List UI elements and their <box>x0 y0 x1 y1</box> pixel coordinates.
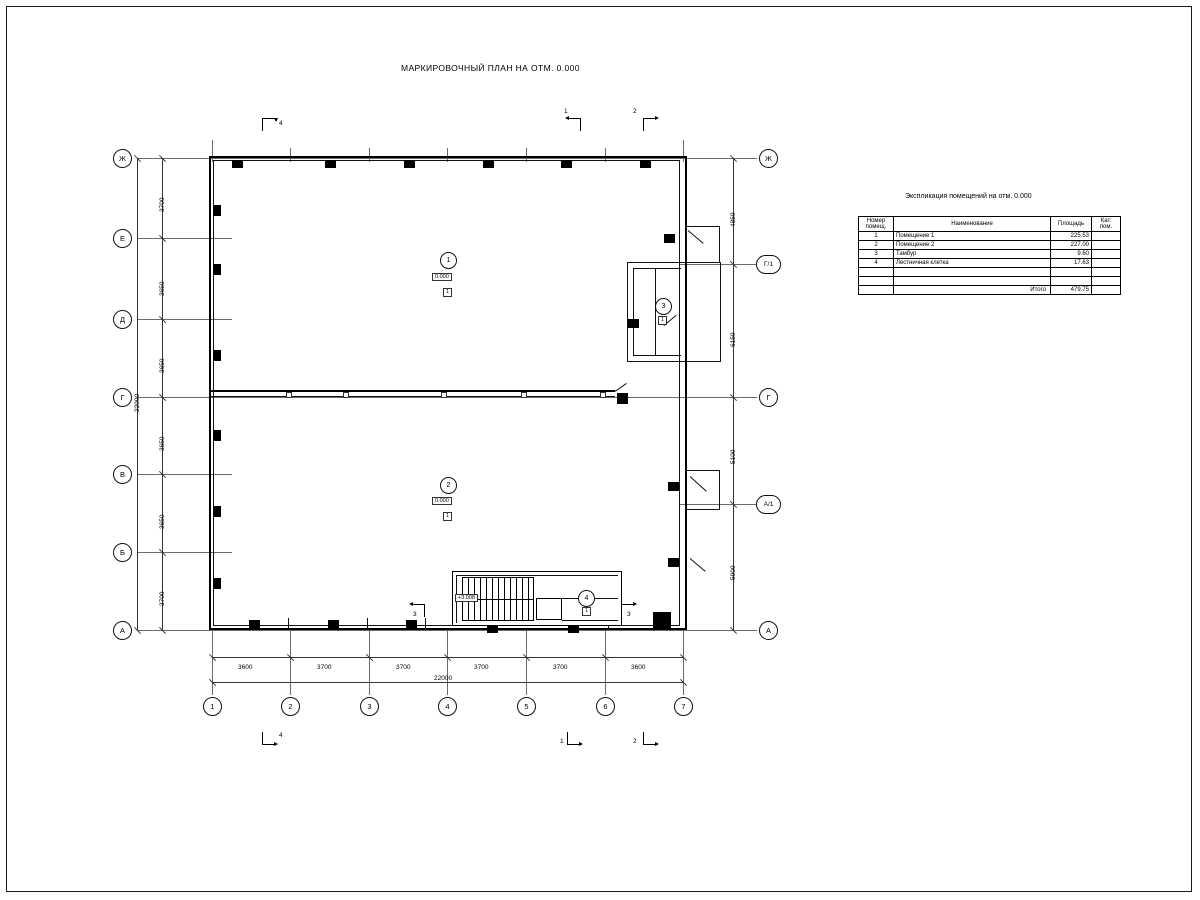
section-mark-top-mid-hline <box>567 118 581 119</box>
room-tag-4[interactable]: 4 <box>578 590 595 607</box>
stair-level-label: +3.008 <box>455 594 478 602</box>
axis-line-1 <box>212 630 213 695</box>
column-top-2 <box>325 160 336 168</box>
section-mark-bottom-left-arrow <box>274 742 278 746</box>
room-3-mark: 1 <box>658 316 667 325</box>
dim-right-2: 6150 <box>730 332 737 347</box>
partition-opening-5 <box>600 392 606 398</box>
table-row <box>859 232 1121 241</box>
room-2-mark: 1 <box>443 512 452 521</box>
axis-bubble-left-zh[interactable]: Ж <box>113 149 132 168</box>
table-total-row <box>859 286 1121 295</box>
exterior-wall-bottom <box>209 628 687 630</box>
axis-line-g1 <box>680 264 757 265</box>
cell-area <box>1051 277 1092 286</box>
dim-left-5: 3650 <box>159 514 166 529</box>
section-mark-plan-left-label: 3 <box>413 611 417 618</box>
cell-area: 225.53 <box>1051 232 1092 241</box>
cell-area: 227.00 <box>1051 241 1092 250</box>
cell-area: 9.60 <box>1051 250 1092 259</box>
cell-cat <box>1092 232 1121 241</box>
dim-chain-right <box>733 158 734 630</box>
sheet-border <box>6 6 1192 892</box>
axis-bubble-bottom-5[interactable]: 5 <box>517 697 536 716</box>
column-left-5 <box>213 506 221 517</box>
column-right-2 <box>628 319 639 328</box>
room-tag-3[interactable]: 3 <box>655 298 672 315</box>
axis-line-7 <box>683 630 684 695</box>
table-row <box>859 241 1121 250</box>
column-left-2 <box>213 264 221 275</box>
cell-cat <box>1092 277 1121 286</box>
axis-bubble-right-g[interactable]: Г <box>759 388 778 407</box>
tambour-inner-partition <box>655 268 656 356</box>
cell-name <box>894 268 1051 277</box>
section-mark-plan-left-arrow <box>409 602 413 606</box>
header-name: Наименование <box>894 217 1051 232</box>
entrance-top-jamb2 <box>719 226 720 263</box>
section-mark-bottom-right-label: 2 <box>633 738 637 745</box>
section-mark-bottom-mid-label: 1 <box>560 738 564 745</box>
dim-left-1: 3700 <box>159 197 166 212</box>
stair-landing <box>536 598 562 620</box>
entrance-mid-sill <box>686 509 720 510</box>
header-area: Площадь <box>1051 217 1092 232</box>
dim-right-3: 5100 <box>730 449 737 464</box>
dim-bottom-3: 3700 <box>396 664 411 671</box>
total-cat <box>1092 286 1121 295</box>
exterior-wall-top <box>209 156 687 158</box>
total-value: 479.75 <box>1051 286 1092 295</box>
section-mark-plan-right-vline <box>621 604 622 617</box>
tambour-wall-bottom <box>627 361 721 362</box>
section-mark-top-right-label: 2 <box>633 108 637 115</box>
section-mark-top-left-vline <box>262 118 263 131</box>
column-right-1 <box>664 234 675 243</box>
wall-tick-bottom-2 <box>367 618 368 630</box>
section-mark-top-mid-arrow <box>565 116 569 120</box>
axis-bubble-left-g[interactable]: Г <box>113 388 132 407</box>
section-mark-plan-left-vline <box>424 604 425 617</box>
dim-left-4: 3650 <box>159 436 166 451</box>
column-bottom-4 <box>487 625 498 633</box>
axis-line-4 <box>447 630 448 695</box>
explication-title: Экспликация помещений на отм. 0.000 <box>905 193 1032 200</box>
dim-bottom-4: 3700 <box>474 664 489 671</box>
cell-name: Лестничная клетка <box>894 259 1051 268</box>
section-mark-bottom-right-arrow <box>655 742 659 746</box>
column-right-5 <box>668 558 679 567</box>
plan-title: МАРКИРОВОЧНЫЙ ПЛАН НА ОТМ. 0.000 <box>401 63 580 73</box>
dim-left-total: 22000 <box>134 393 141 412</box>
cell-name <box>894 277 1051 286</box>
axis-line-2 <box>290 630 291 695</box>
dim-bottom-6: 3600 <box>631 664 646 671</box>
axis-line-5 <box>526 630 527 695</box>
axis-line-b <box>137 552 232 553</box>
dim-left-6: 3700 <box>159 591 166 606</box>
entrance-mid-jamb <box>719 470 720 510</box>
dim-bottom-2: 3700 <box>317 664 332 671</box>
stair-corridor-bottom <box>562 620 618 621</box>
cell-num: 3 <box>859 250 894 259</box>
section-mark-top-right-arrow <box>655 116 659 120</box>
column-bottom-2 <box>328 620 339 628</box>
column-bottom-5 <box>568 625 579 633</box>
cell-name: Помещение 1 <box>894 232 1051 241</box>
exterior-wall-left-inner <box>213 160 214 626</box>
axis-bubble-left-a[interactable]: А <box>113 621 132 640</box>
staircase-wall-inner-top <box>456 575 618 576</box>
column-bottom-3 <box>406 620 417 628</box>
cell-num <box>859 277 894 286</box>
axis-bubble-bottom-3[interactable]: 3 <box>360 697 379 716</box>
column-bottom-corner <box>653 612 671 630</box>
dim-right-1: 4850 <box>730 212 737 227</box>
tambour-wall-right <box>720 262 721 362</box>
axis-bubble-left-d[interactable]: Д <box>113 310 132 329</box>
column-left-4 <box>213 430 221 441</box>
entrance-top-head <box>686 226 720 227</box>
dim-right-4: 5900 <box>730 565 737 580</box>
column-top-1 <box>232 160 243 168</box>
room-tag-1[interactable]: 1 <box>440 252 457 269</box>
total-blank <box>859 286 894 295</box>
exterior-wall-top-inner <box>213 160 679 161</box>
tambour-wall-top-inner <box>633 268 681 269</box>
wall-tick-bottom-3 <box>425 618 426 630</box>
section-mark-top-right-vline <box>643 118 644 131</box>
table-row <box>859 277 1121 286</box>
axis-bubble-left-b[interactable]: Б <box>113 543 132 562</box>
section-mark-bottom-left-label: 4 <box>279 732 283 739</box>
axis-bubble-right-a[interactable]: А <box>759 621 778 640</box>
exterior-wall-right-inner <box>679 160 680 626</box>
cell-area <box>1051 268 1092 277</box>
column-top-4 <box>483 160 494 168</box>
section-mark-plan-right-label: 3 <box>627 611 631 618</box>
axis-bubble-left-v[interactable]: В <box>113 465 132 484</box>
interior-partition-g-inner <box>211 396 615 397</box>
section-mark-top-left-arrow <box>274 118 278 122</box>
axis-bubble-bottom-4[interactable]: 4 <box>438 697 457 716</box>
axis-bubble-bottom-2[interactable]: 2 <box>281 697 300 716</box>
cell-cat <box>1092 241 1121 250</box>
cell-name: Тамбур <box>894 250 1051 259</box>
dim-left-2: 3650 <box>159 281 166 296</box>
axis-bubble-right-a1[interactable]: А/1 <box>756 495 781 514</box>
room-1-level: 0.000 <box>432 273 452 281</box>
dim-total-bottom <box>212 682 683 683</box>
column-top-6 <box>640 160 651 168</box>
total-label: Итого <box>894 286 1051 295</box>
entrance-mid-head <box>686 470 720 471</box>
dim-chain-left <box>162 158 163 630</box>
cell-num: 1 <box>859 232 894 241</box>
tambour-wall-bottom-inner <box>633 355 681 356</box>
axis-line-7-top <box>683 140 684 162</box>
column-left-6 <box>213 578 221 589</box>
wall-tick-bottom-1 <box>288 618 289 630</box>
axis-line-3 <box>369 630 370 695</box>
partition-opening-3 <box>441 392 447 398</box>
axis-bubble-bottom-7[interactable]: 7 <box>674 697 693 716</box>
header-num: Номер помещ. <box>859 217 894 232</box>
column-left-3 <box>213 350 221 361</box>
entrance-top-jamb <box>686 226 687 262</box>
partition-opening-1 <box>286 392 292 398</box>
axis-bubble-right-g1[interactable]: Г/1 <box>756 255 781 274</box>
cell-cat <box>1092 250 1121 259</box>
tambour-wall-left-inner <box>633 268 634 356</box>
axis-line-d <box>137 319 232 320</box>
table-row <box>859 259 1121 268</box>
room-2-level: 0.000 <box>432 497 452 505</box>
axis-bubble-bottom-6[interactable]: 6 <box>596 697 615 716</box>
cell-cat <box>1092 268 1121 277</box>
table-row <box>859 268 1121 277</box>
column-bottom-1 <box>249 620 260 628</box>
axis-line-6 <box>605 630 606 695</box>
interior-partition-g <box>211 390 615 392</box>
dim-bottom-total: 22000 <box>434 675 453 682</box>
cell-cat <box>1092 259 1121 268</box>
dim-bottom-5: 3700 <box>553 664 568 671</box>
axis-line-1-top <box>212 140 213 162</box>
header-cat: Кат. пом. <box>1092 217 1121 232</box>
axis-bubble-left-e[interactable]: Е <box>113 229 132 248</box>
cell-name: Помещение 2 <box>894 241 1051 250</box>
column-top-3 <box>404 160 415 168</box>
section-mark-top-mid-vline <box>580 118 581 131</box>
axis-line-v <box>137 474 232 475</box>
section-mark-plan-left-hline <box>411 604 425 605</box>
section-mark-top-left-label: 4 <box>279 120 283 127</box>
dim-left-3: 3650 <box>159 358 166 373</box>
column-right-3 <box>617 393 628 404</box>
dim-bottom-1: 3600 <box>238 664 253 671</box>
axis-bubble-bottom-1[interactable]: 1 <box>203 697 222 716</box>
section-mark-top-mid-label: 1 <box>564 108 568 115</box>
explication-table <box>858 216 1121 295</box>
column-top-5 <box>561 160 572 168</box>
axis-line-e <box>137 238 232 239</box>
section-mark-plan-right-arrow <box>633 602 637 606</box>
room-tag-2[interactable]: 2 <box>440 477 457 494</box>
section-mark-bottom-mid-arrow <box>579 742 583 746</box>
partition-opening-4 <box>521 392 527 398</box>
cell-num: 4 <box>859 259 894 268</box>
column-left-1 <box>213 205 221 216</box>
partition-opening-2 <box>343 392 349 398</box>
axis-bubble-right-zh[interactable]: Ж <box>759 149 778 168</box>
cell-area: 17.63 <box>1051 259 1092 268</box>
axis-line-g <box>137 397 757 398</box>
tambour-wall-left <box>627 262 628 362</box>
tambour-wall-top <box>627 262 721 263</box>
table-row <box>859 250 1121 259</box>
cell-num: 2 <box>859 241 894 250</box>
table-header-row <box>859 217 1121 232</box>
exterior-wall-left <box>209 156 211 630</box>
room-4-mark: 1 <box>582 607 591 616</box>
room-1-mark: 1 <box>443 288 452 297</box>
cell-num <box>859 268 894 277</box>
column-right-4 <box>668 482 679 491</box>
